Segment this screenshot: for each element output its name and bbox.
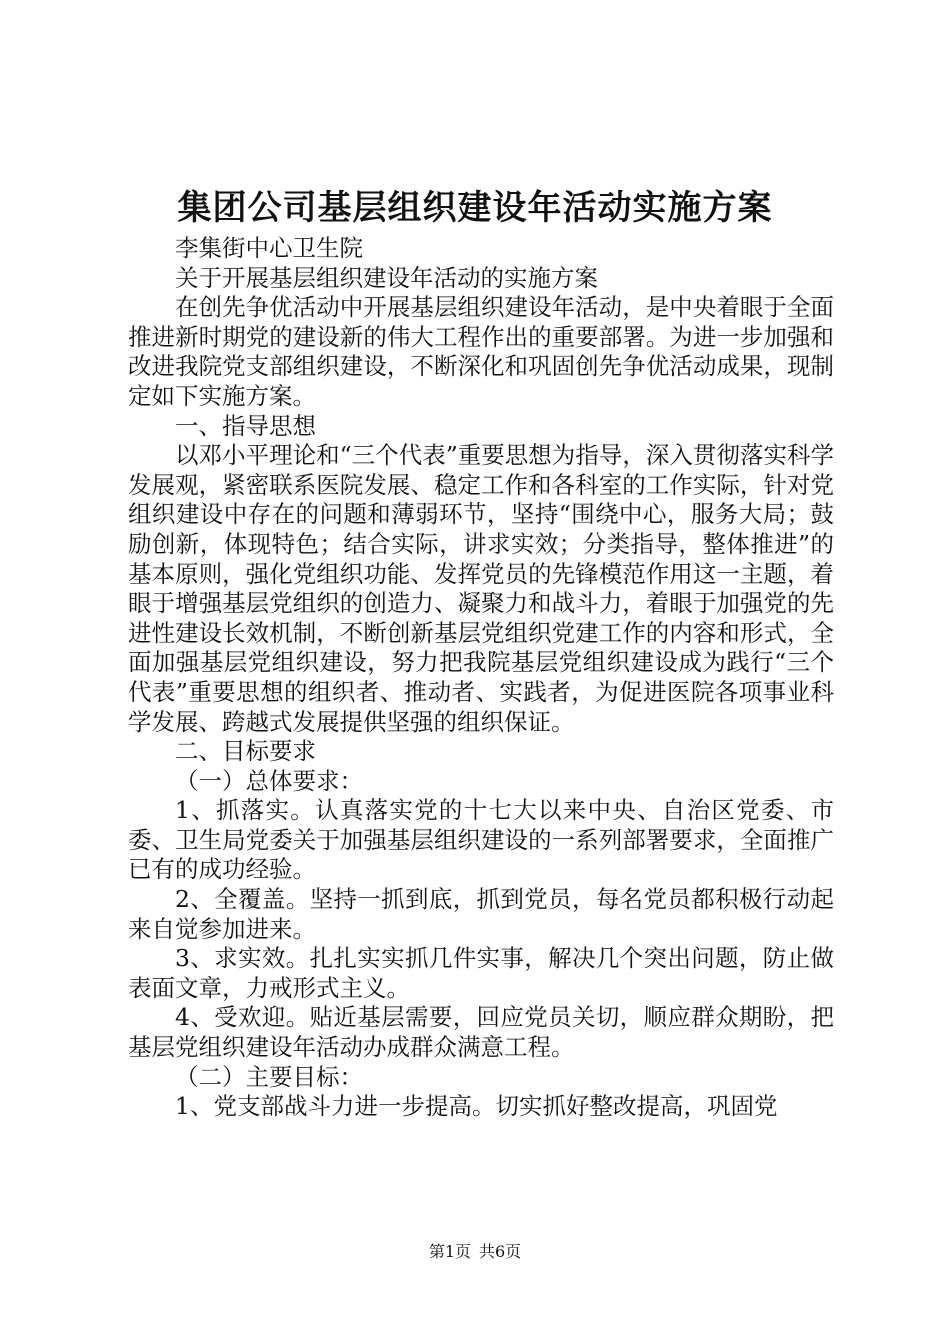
document-title: 集团公司基层组织建设年活动实施方案 <box>177 188 773 228</box>
list-item: 1、抓落实。认真落实党的十七大以来中央、自治区党委、市委、卫生局党委关于加强基层组织建设的一系列部署要求，全面推广已有的成功经验。 <box>128 796 834 884</box>
paragraph-organization: 李集街中心卫生院 <box>175 234 363 262</box>
list-item: 4、受欢迎。贴近基层需要，回应党员关切，顺应群众期盼，把基层党组织建设年活动办成群众满意工程。 <box>128 1003 834 1062</box>
page-footer <box>0 1241 950 1263</box>
page-number: 第1页 <box>428 1242 471 1261</box>
subsection-heading: （一）总体要求： <box>175 766 363 795</box>
list-item: 2、全覆盖。坚持一抓到底，抓到党员，每名党员都积极行动起来自觉参加进来。 <box>128 885 834 943</box>
section-heading: 二、目标要求 <box>175 737 316 766</box>
paragraph-intro: 在创先争优活动中开展基层组织建设年活动，是中央着眼于全面推进新时期党的建设新的伟大工程作出的重要部署。为进一步加强和改进我院党支部组织建设，不断深化和巩固创先争优活动成果，现制定如下实施方案。 <box>128 293 834 410</box>
section-heading: 一、指导思想 <box>175 411 316 440</box>
document-body <box>128 234 834 1122</box>
paragraph-guiding-ideology: 以邓小平理论和“三个代表”重要思想为指导，深入贯彻落实科学发展观，紧密联系医院发展、稳定工作和各科室的工作实际，针对党组织建设中存在的问题和薄弱环节，坚持“围绕中心，服务大局；鼓励创新，体现特色；结合实际，讲求实效；分类指导，整体推进”的基本原则，强化党组织功能、发挥党员的先锋模范作用这一主题，着眼于增强基层党组织的创造力、凝聚力和战斗力，着眼于加强党的先进性建设长效机制，不断创新基层党组织党建工作的内容和形式，全面加强基层党组织建设，努力把我院基层党组织建设成为践行“三个代表”重要思想的组织者、推动者、实践者，为促进医院各项事业科学发展、跨越式发展提供坚强的组织保证。 <box>128 441 834 736</box>
subsection-heading: （二）主要目标： <box>175 1062 363 1091</box>
list-item: 1、党支部战斗力进一步提高。切实抓好整改提高，巩固党 <box>175 1092 778 1121</box>
paragraph-subtitle: 关于开展基层组织建设年活动的实施方案 <box>175 263 598 292</box>
page-total: 共6页 <box>479 1242 522 1261</box>
list-item: 3、求实效。扎扎实实抓几件实事，解决几个突出问题，防止做表面文章，力戒形式主义。 <box>128 944 834 1002</box>
